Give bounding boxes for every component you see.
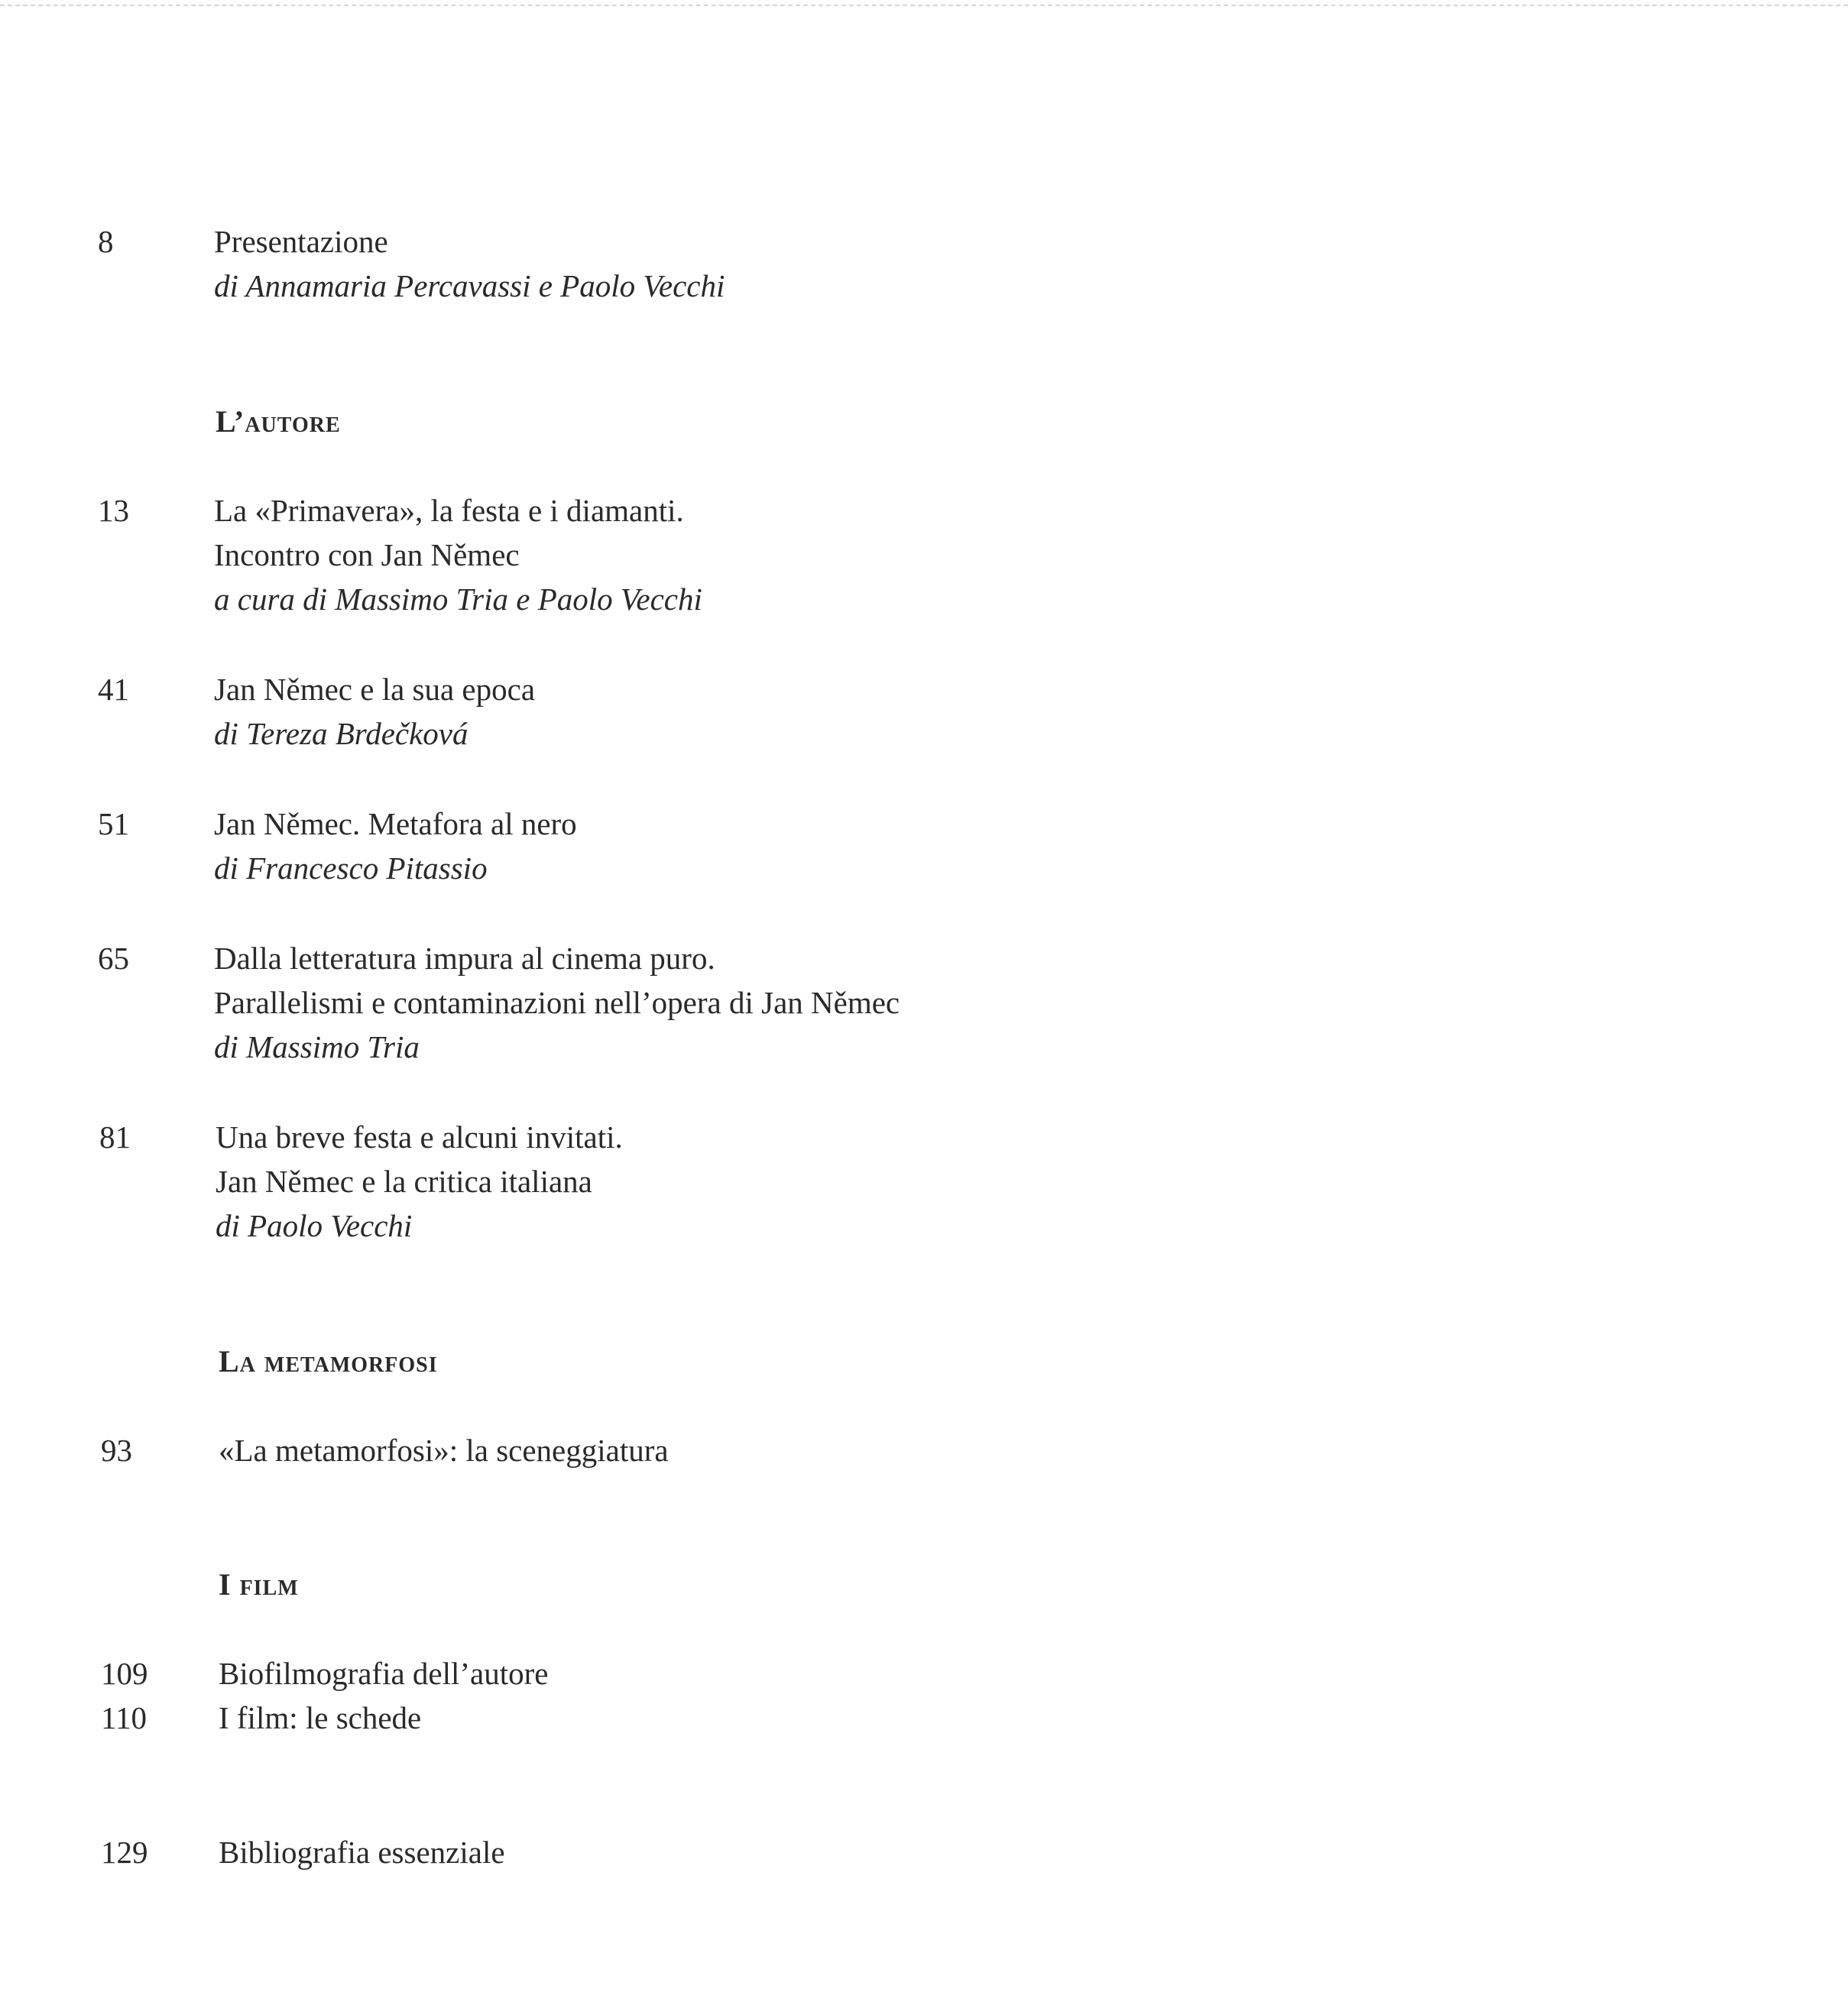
- toc-page-number: 41: [98, 672, 129, 707]
- toc-page-number: 93: [101, 1433, 132, 1468]
- toc-title: Biofilmografia dell’autore: [219, 1656, 549, 1691]
- toc-title: I film: le schede: [219, 1700, 422, 1735]
- section-heading-autore: L’autore: [216, 404, 341, 439]
- toc-author: di Annamaria Percavassi e Paolo Vecchi: [214, 268, 725, 303]
- toc-title-continued: Incontro con Jan Němec: [214, 537, 520, 572]
- section-heading-film: I film: [219, 1567, 299, 1602]
- toc-author: di Paolo Vecchi: [216, 1208, 413, 1243]
- toc-author: a cura di Massimo Tria e Paolo Vecchi: [214, 581, 702, 617]
- toc-page-number: 8: [98, 224, 114, 259]
- toc-title: La «Primavera», la festa e i diamanti.: [214, 493, 684, 528]
- toc-author: di Massimo Tria: [214, 1029, 420, 1064]
- toc-page-number: 13: [98, 493, 129, 528]
- toc-title: Jan Němec e la sua epoca: [214, 672, 536, 707]
- toc-page-number: 65: [98, 941, 129, 976]
- toc-title-continued: Jan Němec e la critica italiana: [216, 1164, 592, 1199]
- toc-page-number: 109: [101, 1656, 148, 1691]
- section-heading-metamorfosi: La metamorfosi: [219, 1344, 438, 1378]
- toc-author: di Francesco Pitassio: [214, 850, 488, 886]
- toc-title: Jan Němec. Metafora al nero: [214, 806, 577, 841]
- toc-page-number: 110: [101, 1700, 147, 1735]
- toc-page-number: 129: [101, 1835, 148, 1870]
- toc-title: Presentazione: [214, 224, 388, 259]
- toc-title: Bibliografia essenziale: [219, 1835, 505, 1870]
- toc-author: di Tereza Brdečková: [214, 716, 468, 751]
- toc-title: Una breve festa e alcuni invitati.: [216, 1119, 623, 1155]
- toc-page-number: 51: [98, 806, 129, 841]
- toc-page-number: 81: [99, 1119, 131, 1155]
- toc-title-continued: Parallelismi e contaminazioni nell’opera di Jan Němec: [214, 985, 900, 1020]
- toc-title: «La metamorfosi»: la sceneggiatura: [219, 1433, 669, 1468]
- toc-title: Dalla letteratura impura al cinema puro.: [214, 941, 715, 976]
